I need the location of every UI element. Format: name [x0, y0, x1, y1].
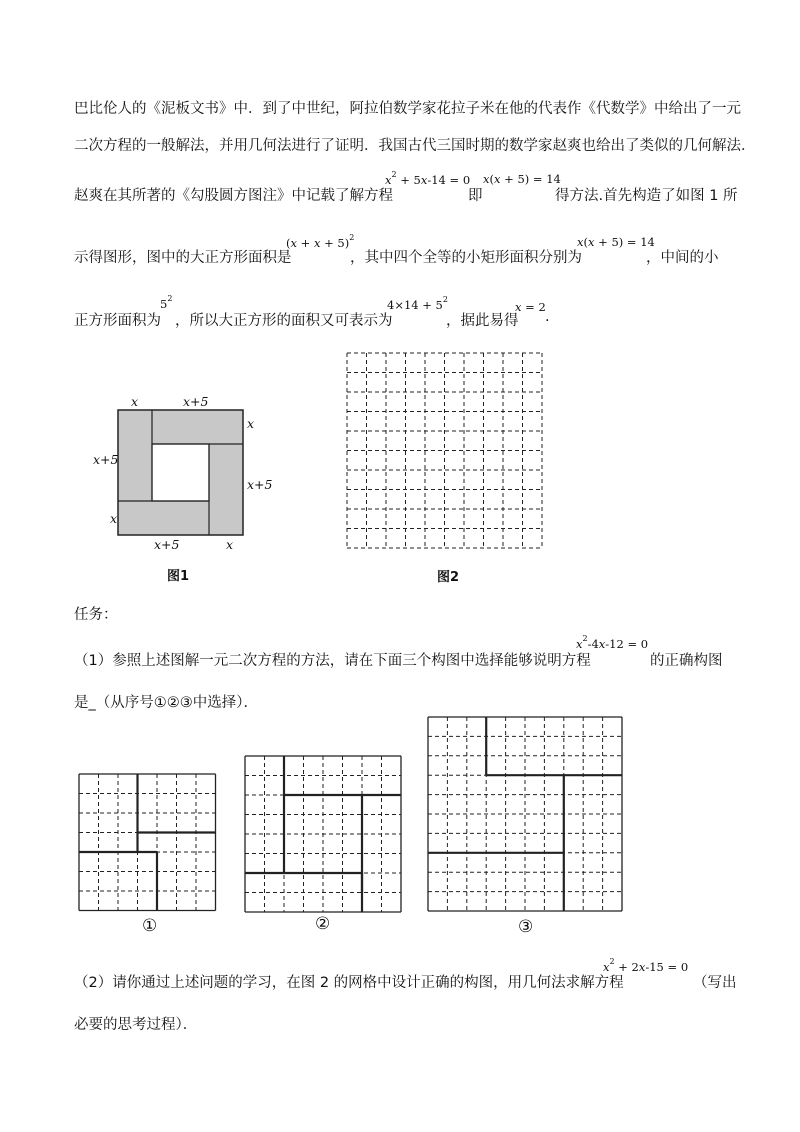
paragraph-line-5c: ，据此易得: [446, 313, 519, 329]
paragraph-line-3c: 得方法.首先构造了如图 1 所: [555, 188, 738, 204]
question-1-text-a: （1）参照上述图解一元二次方程的方法，请在下面三个构图中选择能够说明方程: [74, 653, 591, 669]
question-1-text-c: 是_（从序号①②③中选择）．: [74, 695, 258, 711]
paragraph-line-5d: .: [545, 309, 550, 325]
option-2-label[interactable]: ②: [315, 914, 331, 934]
question-2-text-b: （写出: [693, 975, 737, 991]
option-1-label[interactable]: ①: [142, 916, 158, 936]
expression-big-square: $(x + x + 5)^2$: [286, 233, 355, 250]
question-2-text-c: 必要的思考过程）．: [74, 1017, 198, 1033]
paragraph-line-5a: 正方形面积为: [74, 313, 161, 329]
fig1-label-top-x5: x+5: [183, 394, 209, 409]
figure-2-grid: [345, 352, 545, 548]
paragraph-line-3b: 即: [468, 188, 483, 204]
fig1-label-top-x: x: [131, 394, 139, 409]
expression-area: $4\times 14 + 5^2$: [387, 295, 448, 312]
figure-1-center-square: [152, 444, 209, 501]
paragraph-line-4c: ，中间的小: [646, 250, 719, 266]
option-3-grid[interactable]: [427, 716, 622, 912]
paragraph-line-5b: ，所以大正方形的面积又可表示为: [175, 313, 393, 329]
paragraph-line-1: 巴比伦人的《泥板文书》中．到了中世纪，阿拉伯数学家花拉子米在他的代表作《代数学》中给出了一元: [74, 101, 741, 117]
figure-1: [110, 400, 260, 550]
fig1-label-left-x: x: [110, 511, 118, 526]
expression-small-square: $5^2$: [160, 294, 173, 311]
equation-1: $x^2 + 5x-14 = 0$: [385, 170, 471, 187]
fig1-label-left-x5: x+5: [93, 452, 119, 467]
paragraph-line-4b: ，其中四个全等的小矩形面积分别为: [350, 250, 582, 266]
fig1-label-bottom-x5: x+5: [154, 537, 180, 552]
expression-rect-area: x(x + 5) = 14: [577, 235, 655, 249]
figure-2-caption: 图2: [437, 570, 460, 585]
fig1-label-right-x5: x+5: [247, 477, 273, 492]
option-2-grid[interactable]: [244, 755, 401, 912]
paragraph-line-3a: 赵爽在其所著的《勾股圆方图注》中记载了解方程: [74, 188, 393, 204]
equation-2: x(x + 5) = 14: [483, 172, 561, 186]
question-2-text-a: （2）请你通过上述问题的学习，在图 2 的网格中设计正确的构图，用几何法求解方程: [74, 975, 624, 991]
solution-x: x = 2: [515, 300, 546, 314]
question-1-text-b: 的正确构图: [650, 653, 723, 669]
fig1-label-right-x: x: [247, 416, 255, 431]
figure-1-caption: 图1: [167, 569, 190, 584]
option-3-label[interactable]: ③: [518, 917, 534, 937]
equation-q2: $x^2 + 2x-15 = 0$: [603, 957, 689, 974]
fig1-label-bottom-x: x: [226, 537, 234, 552]
task-heading: 任务：: [74, 607, 118, 623]
paragraph-line-2: 二次方程的一般解法，并用几何法进行了证明．我国古代三国时期的数学家赵爽也给出了类似的几何解法．: [74, 138, 756, 154]
option-1-grid[interactable]: [78, 773, 216, 913]
equation-q1: $x^2-4x-12 = 0$: [576, 634, 649, 651]
paragraph-line-4a: 示得图形，图中的大正方形面积是: [74, 250, 292, 266]
